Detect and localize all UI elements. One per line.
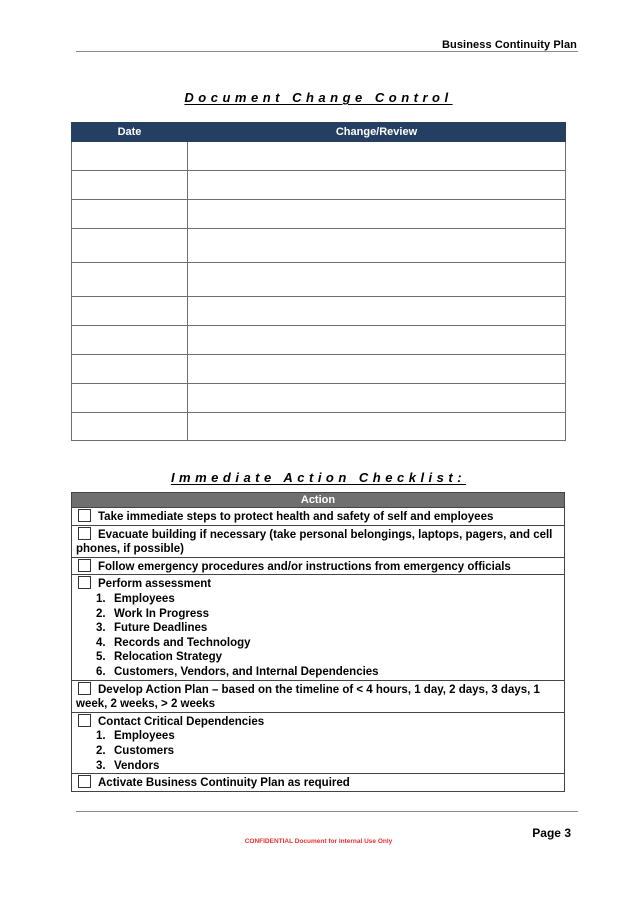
sub-item-number: 4. <box>96 636 106 649</box>
change-control-title: Document Change Control <box>184 90 453 105</box>
change-table-row <box>72 297 566 326</box>
change-table-row <box>72 355 566 384</box>
checkbox-icon[interactable] <box>78 527 91 540</box>
change-table-row <box>72 200 566 229</box>
change-review-cell[interactable] <box>188 384 566 413</box>
change-review-cell[interactable] <box>188 229 566 263</box>
checkbox-icon[interactable] <box>78 509 91 522</box>
change-table-row <box>72 384 566 413</box>
checklist-item-text: Perform assessment <box>98 578 212 591</box>
checklist-sub-item <box>96 665 560 680</box>
date-cell[interactable] <box>72 413 188 441</box>
sub-item-number: 5. <box>96 651 106 664</box>
sub-item-number: 3. <box>96 622 106 635</box>
change-control-table <box>71 122 566 441</box>
sub-item-number: 3. <box>96 759 106 772</box>
sub-item-text: Work In Progress <box>114 607 210 620</box>
date-cell[interactable] <box>72 355 188 384</box>
checklist-sub-item <box>96 744 560 759</box>
change-table-row <box>72 171 566 200</box>
checklist-item <box>72 681 564 713</box>
checklist-item <box>72 558 564 576</box>
change-table-row <box>72 326 566 355</box>
date-cell[interactable] <box>72 384 188 413</box>
checklist-item-text: Activate Business Continuity Plan as required <box>98 777 350 790</box>
checklist-sub-item <box>96 592 560 607</box>
checklist-item-text: Follow emergency procedures and/or instructions from emergency officials <box>98 560 511 573</box>
change-review-cell[interactable] <box>188 142 566 171</box>
checklist-sub-list <box>76 592 560 680</box>
page-number: Page 3 <box>532 826 571 840</box>
confidential-notice: CONFIDENTIAL Document for Internal Use Only <box>244 838 393 845</box>
change-table-row <box>72 263 566 297</box>
sub-item-text: Customers, Vendors, and Internal Dependencies <box>114 665 379 678</box>
date-cell[interactable] <box>72 263 188 297</box>
change-review-cell[interactable] <box>188 326 566 355</box>
checklist-item <box>72 526 564 558</box>
sub-item-number: 1. <box>96 730 106 743</box>
date-cell[interactable] <box>72 200 188 229</box>
sub-item-text: Employees <box>114 730 175 743</box>
sub-item-number: 6. <box>96 665 106 678</box>
header-rule <box>76 51 578 52</box>
change-table-header-row <box>72 123 566 142</box>
checkbox-icon[interactable] <box>78 714 91 727</box>
change-review-cell[interactable] <box>188 171 566 200</box>
change-review-cell[interactable] <box>188 297 566 326</box>
sub-item-text: Vendors <box>114 759 160 772</box>
checklist-item <box>72 575 564 680</box>
change-table-row <box>72 142 566 171</box>
sub-item-text: Employees <box>114 592 175 605</box>
change-review-cell[interactable] <box>188 263 566 297</box>
checklist-item-text: Contact Critical Dependencies <box>98 715 265 728</box>
checklist-item-text: Take immediate steps to protect health and safety of self and employees <box>98 511 494 523</box>
change-review-cell[interactable] <box>188 200 566 229</box>
column-header-date: Date <box>72 123 188 142</box>
checklist-sub-item <box>96 621 560 636</box>
checklist-sub-item <box>96 729 560 744</box>
checklist-sub-list <box>76 729 560 773</box>
column-header-change-review: Change/Review <box>188 123 566 142</box>
change-table-row <box>72 413 566 441</box>
date-cell[interactable] <box>72 171 188 200</box>
date-cell[interactable] <box>72 297 188 326</box>
change-review-cell[interactable] <box>188 355 566 384</box>
checklist-item-text: Develop Action Plan – based on the timeline of < 4 hours, 1 day, 2 days, 3 days, 1 week, 2 weeks, > 2 weeks <box>76 683 540 711</box>
change-table-row <box>72 229 566 263</box>
checklist-item <box>72 508 564 526</box>
sub-item-number: 1. <box>96 592 106 605</box>
date-cell[interactable] <box>72 142 188 171</box>
date-cell[interactable] <box>72 229 188 263</box>
checklist-sub-item <box>96 759 560 774</box>
immediate-action-checklist <box>71 492 565 792</box>
checklist-title: Immediate Action Checklist: <box>170 470 467 485</box>
sub-item-text: Records and Technology <box>114 636 251 649</box>
checkbox-icon[interactable] <box>78 682 91 695</box>
sub-item-text: Future Deadlines <box>114 622 208 635</box>
running-header-title: Business Continuity Plan <box>441 39 577 51</box>
checklist-item-text: Evacuate building if necessary (take personal belongings, laptops, pagers, and cell phones, if possible) <box>76 528 553 556</box>
checkbox-icon[interactable] <box>78 559 91 572</box>
change-review-cell[interactable] <box>188 413 566 441</box>
checkbox-icon[interactable] <box>78 576 91 589</box>
date-cell[interactable] <box>72 326 188 355</box>
checkbox-icon[interactable] <box>78 775 91 788</box>
sub-item-text: Relocation Strategy <box>114 651 222 664</box>
sub-item-text: Customers <box>114 744 175 757</box>
sub-item-number: 2. <box>96 744 106 757</box>
checklist-item <box>72 774 564 791</box>
checklist-sub-item <box>96 636 560 651</box>
checklist-sub-item <box>96 607 560 622</box>
checklist-sub-item <box>96 650 560 665</box>
sub-item-number: 2. <box>96 607 106 620</box>
footer-rule <box>76 811 578 812</box>
checklist-header-action: Action <box>72 493 564 508</box>
checklist-item <box>72 713 564 774</box>
